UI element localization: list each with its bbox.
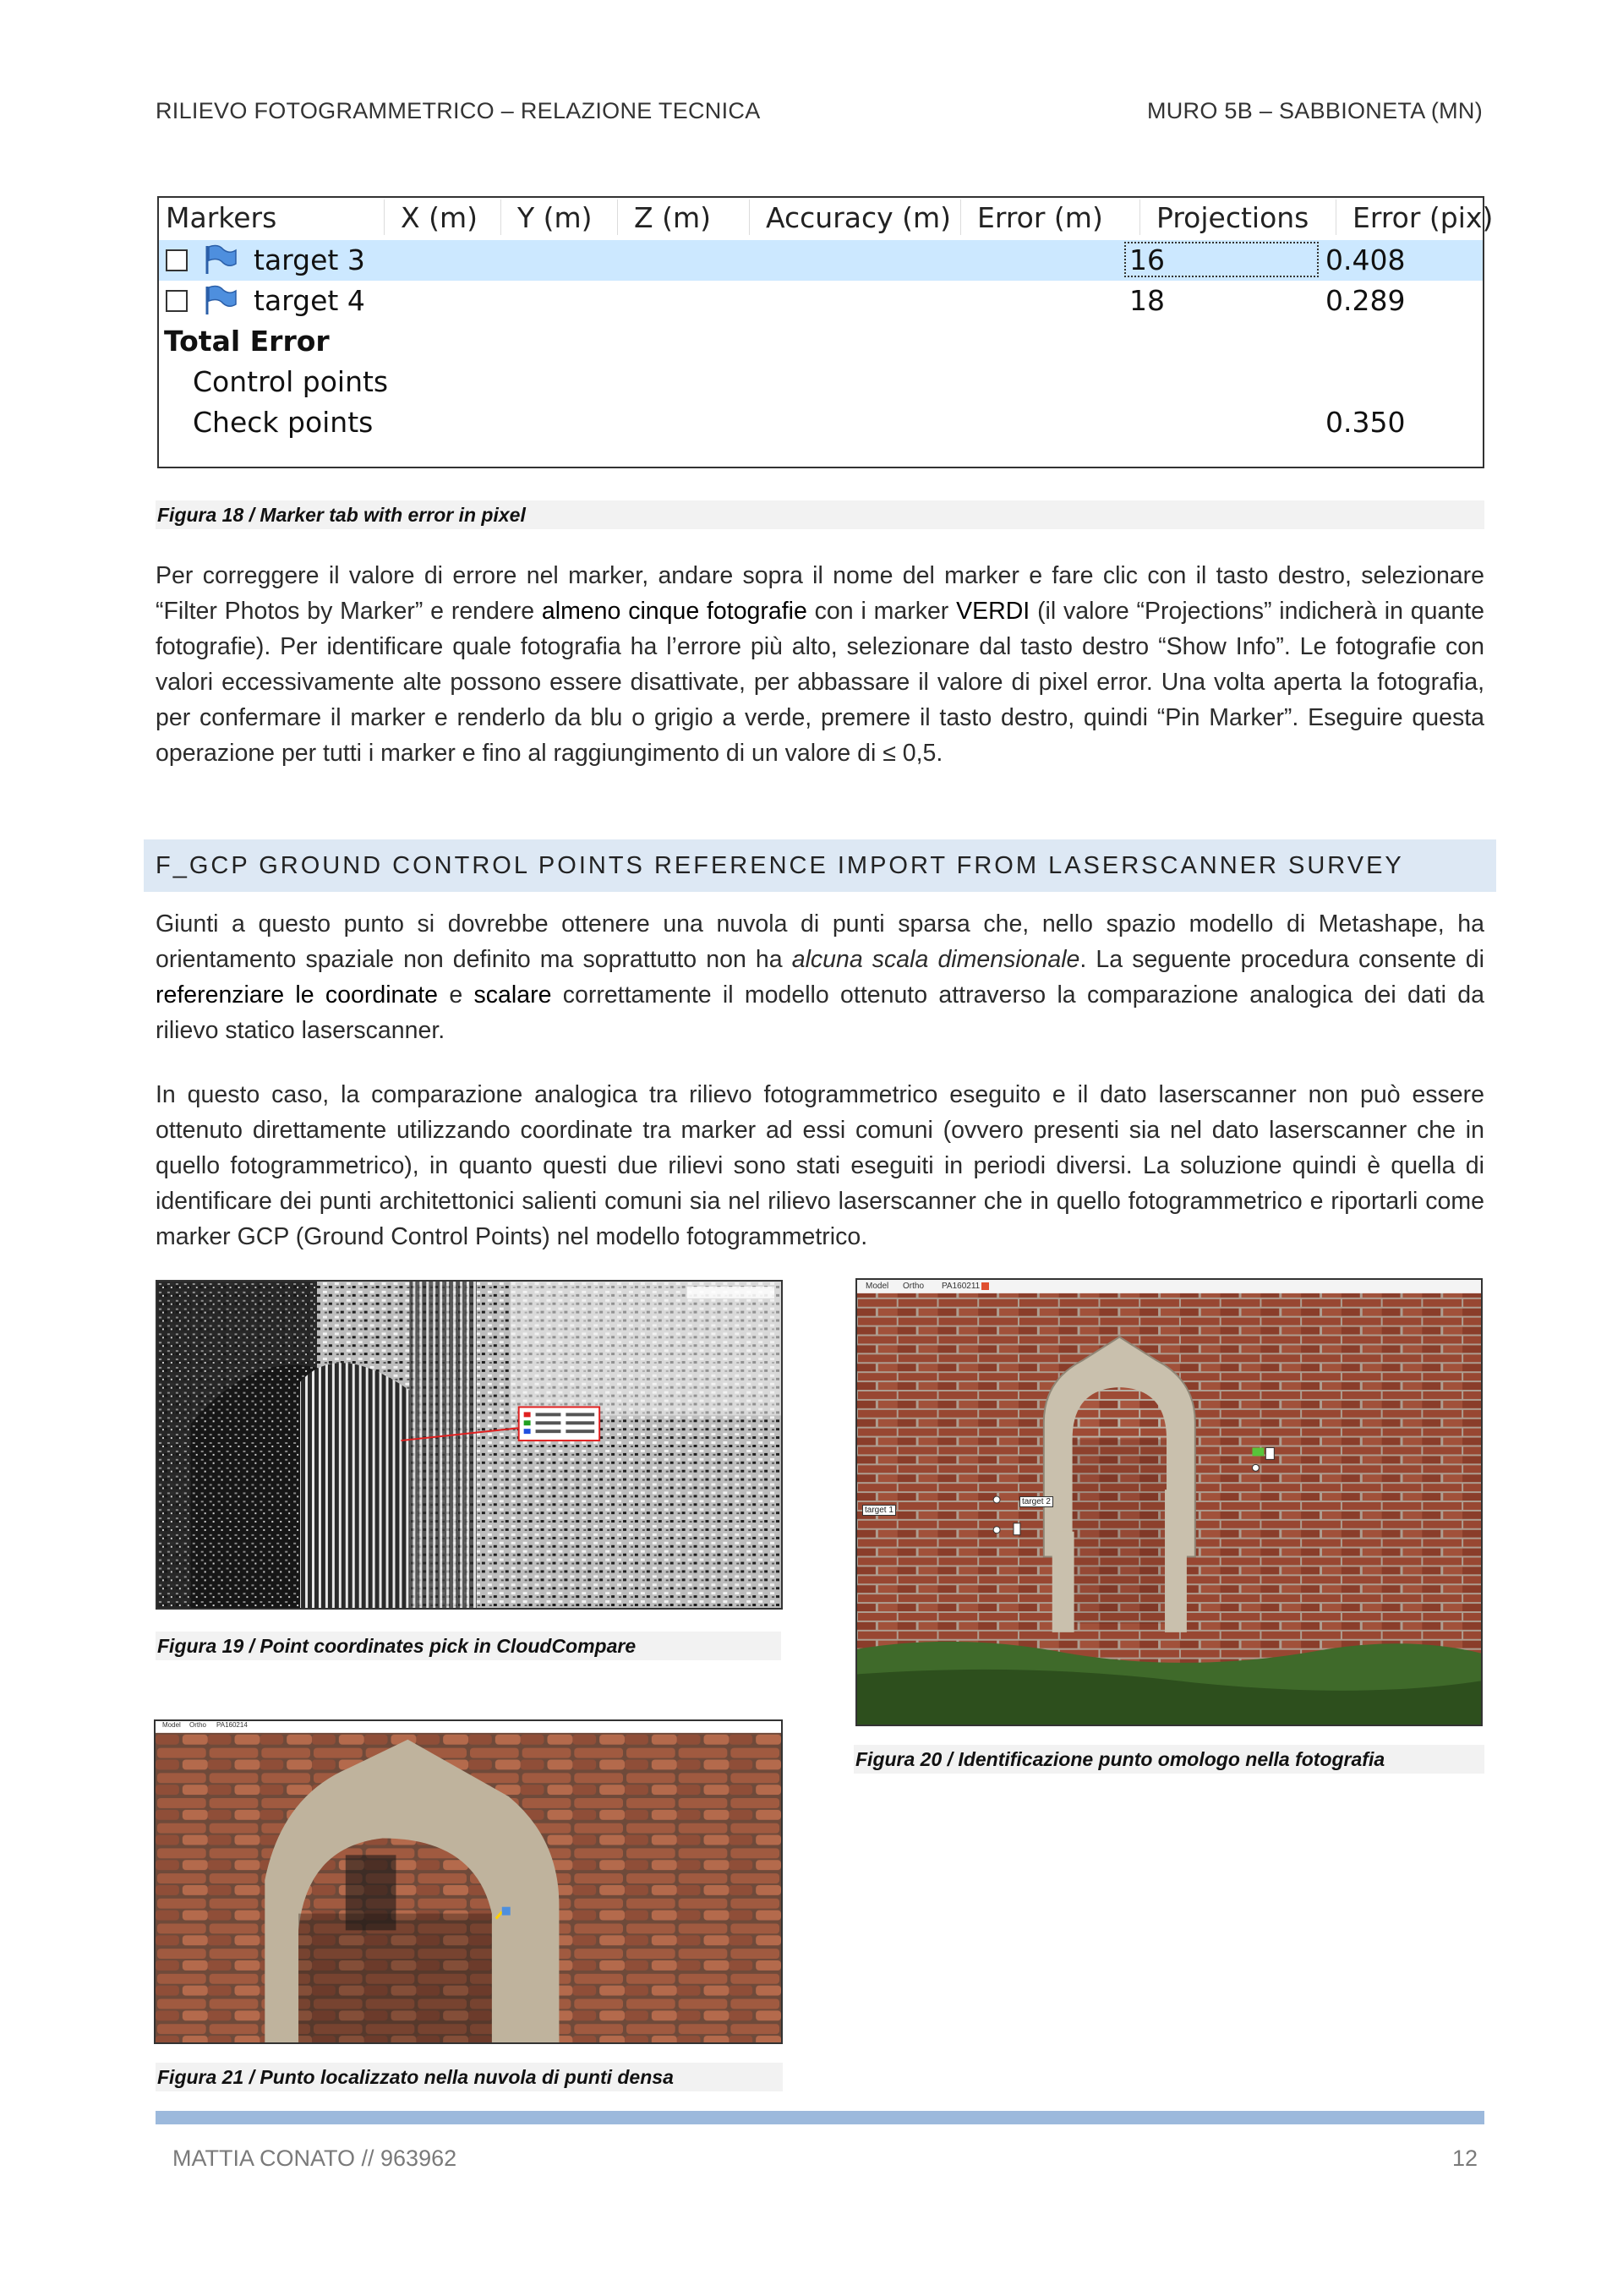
tab-photo[interactable]: PA160214 [216, 1721, 248, 1729]
target-label: target 2 [1019, 1496, 1053, 1507]
marker-table [157, 196, 1494, 468]
header-project: MURO 5B – SABBIONETA (MN) [1146, 98, 1483, 123]
col-accuracy[interactable]: Accuracy (m) [766, 201, 952, 234]
tab-ortho[interactable]: Ortho [189, 1721, 207, 1729]
paragraph-comparison: In questo caso, la comparazione analogica tra rilievo fotogrammetrico eseguito e il dato laserscanner non può essere ottenuto direttamente utilizzando coordinate tra marker ad essi comuni (ovvero presenti sia nel dato laserscanner che in quello fotogrammetrico), in quanto questi due rilievi sono stati eseguiti in periodi diversi. La soluzione quindi è quella di identificare dei punti architettonici salienti comuni sia nel rilievo laserscanner che in quello fotogrammetrico e riportarli come marker GCP (Ground Control Points) nel modello fotogrammetrico. [156, 1081, 1484, 1250]
figure-21-caption: Figura 21 / Punto localizzato nella nuvola di punti densa [156, 2063, 783, 2091]
figure-19-point-cloud [156, 1280, 783, 1610]
marker-checkbox[interactable] [166, 290, 188, 312]
marker-name: target 3 [254, 243, 365, 276]
figure-20-photo [855, 1278, 1483, 1726]
col-y[interactable]: Y (m) [517, 201, 593, 234]
table-row[interactable] [159, 281, 1483, 321]
table-header-row [159, 198, 1494, 238]
tab-model[interactable]: Model [866, 1282, 889, 1291]
figure-21-dense-cloud [154, 1719, 783, 2044]
tab-ortho[interactable]: Ortho [903, 1282, 925, 1291]
marker-projections: 18 [1129, 284, 1165, 317]
col-error-pix[interactable]: Error (pix) [1352, 201, 1494, 234]
close-icon[interactable] [981, 1282, 989, 1290]
footer-rule [156, 2111, 1484, 2124]
figure-18-caption: Figura 18 / Marker tab with error in pixel [156, 500, 1484, 529]
marker-error-pix: 0.289 [1325, 284, 1406, 317]
marker-error-pix: 0.408 [1325, 243, 1406, 276]
footer-author: MATTIA CONATO // 963962 [172, 2146, 457, 2171]
header-title: RILIEVO FOTOGRAMMETRICO – RELAZIONE TECNICA [156, 98, 761, 123]
flag-icon [201, 243, 238, 276]
target-label: target 1 [862, 1505, 896, 1516]
marker-checkbox[interactable] [166, 249, 188, 271]
figure-19-caption: Figura 19 / Point coordinates pick in CloudCompare [156, 1632, 781, 1660]
total-error-row[interactable] [159, 321, 1483, 362]
table-row[interactable] [159, 240, 1483, 281]
marker-projections: 16 [1129, 243, 1165, 276]
marker-name: target 4 [254, 284, 365, 317]
page-header [156, 98, 1483, 124]
total-error-label: Total Error [164, 325, 330, 358]
col-x[interactable]: X (m) [401, 201, 478, 234]
control-points-row[interactable] [159, 362, 1483, 402]
section-title: F_GCP GROUND CONTROL POINTS REFERENCE IMPORT FROM LASERSCANNER SURVEY [144, 839, 1496, 892]
col-error-m[interactable]: Error (m) [977, 201, 1103, 234]
flag-icon [201, 284, 238, 316]
check-points-label: Check points [193, 406, 374, 439]
control-points-label: Control points [193, 365, 389, 398]
col-markers[interactable]: Markers [166, 201, 277, 234]
tab-model[interactable]: Model [162, 1721, 181, 1729]
page-number: 12 [1451, 2146, 1478, 2171]
check-points-error-pix: 0.350 [1325, 406, 1406, 439]
col-projections[interactable]: Projections [1156, 201, 1309, 234]
tab-photo[interactable]: PA160211 [942, 1282, 981, 1291]
paragraph-marker-correction: Per correggere il valore di errore nel marker, andare sopra il nome del marker e fare clic con il tasto destro, selezionare “Filter Photos by Marker” e rendere almeno cinque fotografie con i marker VERDI (il valore “Projections” indicherà in quante fotografie). Per identificare quale fotografia ha l’errore più alto, selezionare dal tasto destro “Show Info”. Le fotografie con valori eccessivamente alte possono essere disattivate, per abbassare il valore di pixel error. Una volta aperta la fotografia, per confermare il marker e renderlo da blu o grigio a verde, premere il tasto destro, quindi “Pin Marker”. Eseguire questa operazione per tutti i marker e fino al raggiungimento di un valore di ≤ 0,5. [156, 562, 1484, 767]
check-points-row[interactable] [159, 402, 1483, 443]
paragraph-sparse-cloud: Giunti a questo punto si dovrebbe ottenere una nuvola di punti sparsa che, nello spazio modello di Metashape, ha orientamento spaziale non definito ma soprattutto non ha alcuna scala dimensionale. La seguente procedura consente di referenziare le coordinate e scalare correttamente il modello ottenuto attraverso la comparazione analogica dei dati da rilievo statico laserscanner. [156, 910, 1485, 1044]
col-z[interactable]: Z (m) [634, 201, 711, 234]
figure-20-caption: Figura 20 / Identificazione punto omologo nella fotografia [854, 1745, 1484, 1774]
